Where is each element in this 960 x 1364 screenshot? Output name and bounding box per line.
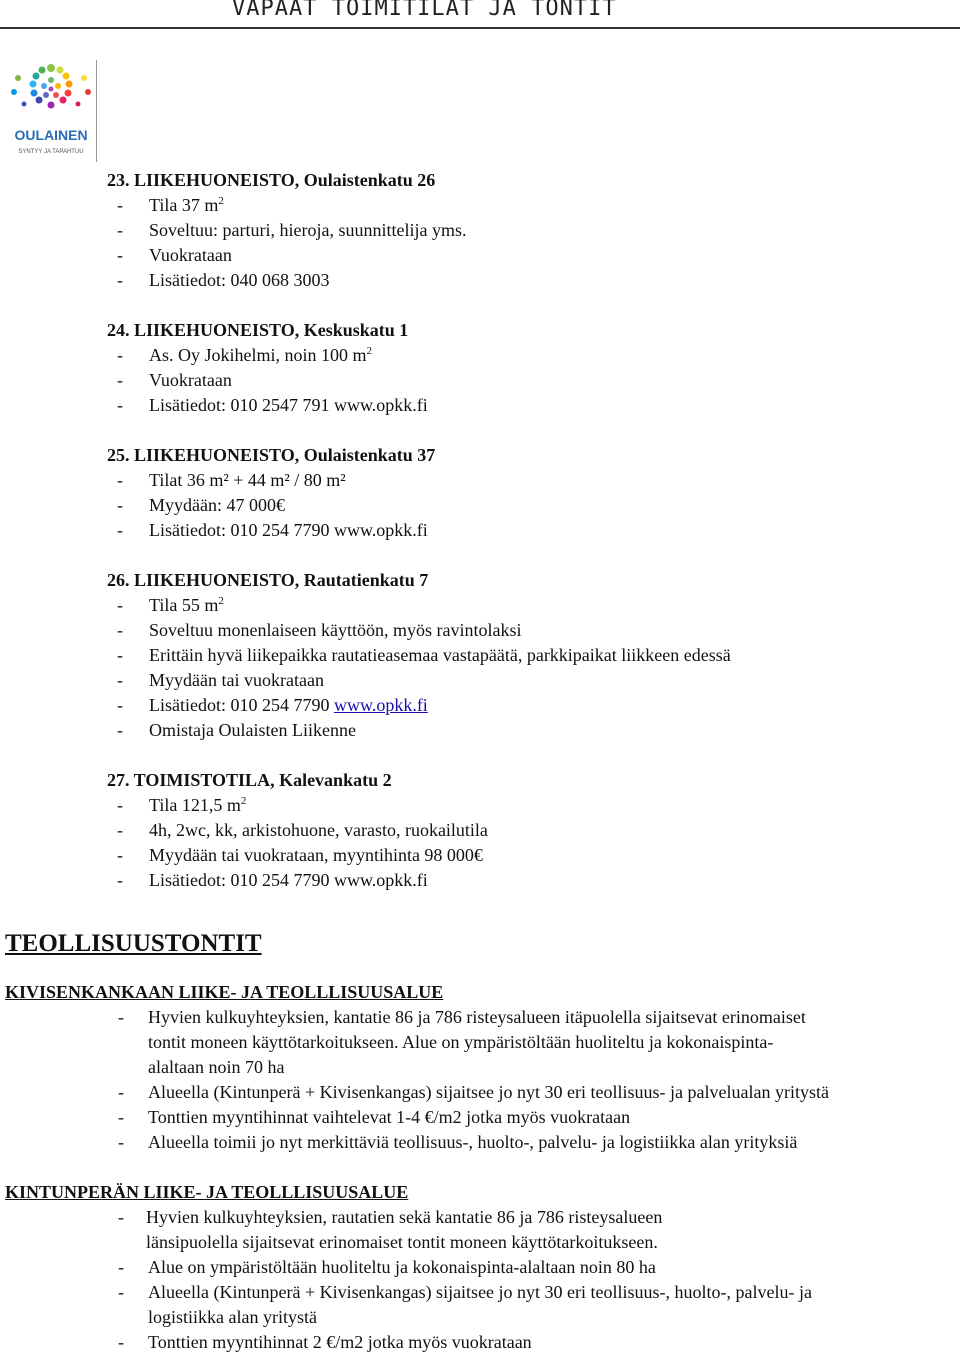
listing-title: 24. LIIKEHUONEISTO, Keskuskatu 1: [107, 320, 409, 340]
document-body: [0, 168, 960, 1355]
listing-title: 23. LIIKEHUONEISTO, Oulaistenkatu 26: [107, 170, 436, 190]
listing-27: [107, 768, 960, 893]
area-kivisenkangas: [5, 980, 960, 1155]
area-kintunpera: [5, 1180, 960, 1355]
list-item: - Lisätiedot: 010 254 7790 www.opkk.fi: [117, 695, 428, 715]
list-item: - Tilat 36 m² + 44 m² / 80 m²: [117, 470, 346, 490]
listing-title: 26. LIIKEHUONEISTO, Rautatienkatu 7: [107, 570, 429, 590]
list-item: - Alue on ympäristöltään huoliteltu ja kokonaispinta-alaltaan noin 80 ha: [118, 1257, 656, 1277]
list-item: - Erittäin hyvä liikepaikka rautatieasemaa vastapäätä, parkkipaikat liikkeen edessä: [117, 645, 731, 665]
list-item: - Myydään: 47 000€: [117, 495, 285, 515]
listing-23: [107, 168, 960, 293]
area-title: KINTUNPERÄN LIIKE- JA TEOLLLISUUSALUE: [5, 1182, 409, 1202]
logo-divider: [96, 60, 97, 162]
list-item: - Lisätiedot: 010 254 7790 www.opkk.fi: [117, 520, 428, 540]
list-item: - Myydään tai vuokrataan: [117, 670, 324, 690]
list-item: - Alueella (Kintunperä + Kivisenkangas) sijaitsee jo nyt 30 eri teollisuus- ja palvelualan yritystä: [118, 1082, 829, 1102]
listing-title: 27. TOIMISTOTILA, Kalevankatu 2: [107, 770, 392, 790]
list-item: - Alueella (Kintunperä + Kivisenkangas) sijaitsee jo nyt 30 eri teollisuus-, huolto-, palvelu- ja logistiikka alan yritystä: [118, 1282, 812, 1327]
list-item: - Myydään tai vuokrataan, myyntihinta 98 000€: [117, 845, 483, 865]
list-item: - Soveltuu: parturi, hieroja, suunnittelija yms.: [117, 220, 467, 240]
svg-text:SYNTYY JA TAPAHTUU: SYNTYY JA TAPAHTUU: [18, 149, 84, 155]
list-item: - Tonttien myyntihinnat 2 €/m2 jotka myös vuokrataan: [118, 1332, 532, 1352]
list-item: - Omistaja Oulaisten Liikenne: [117, 720, 356, 740]
section-title: TEOLLISUUSTONTIT: [5, 930, 262, 957]
list-item: - Tonttien myyntihinnat vaihtelevat 1-4 €/m2 jotka myös vuokrataan: [118, 1107, 631, 1127]
list-item: - Hyvien kulkuyhteyksien, rautatien sekä kantatie 86 ja 786 risteysalueen länsipuolella sijaitsevat erinomaiset tontit moneen käyttötarkoitukseen.: [118, 1207, 663, 1252]
list-item: - Hyvien kulkuyhteyksien, kantatie 86 ja 786 risteysalueen itäpuolella sijaitsevat erinomaiset tontit moneen käyttötarkoitukseen. Alue on ympäristöltään huoliteltu ja kokonaispinta- alaltaan noin 70 ha: [118, 1007, 806, 1077]
list-item: - Lisätiedot: 010 2547 791 www.opkk.fi: [117, 395, 428, 415]
list-item: - As. Oy Jokihelmi, noin 100 $m^2$: [117, 345, 373, 365]
listing-26: [107, 568, 960, 743]
opkk-link[interactable]: www.opkk.fi: [333, 695, 428, 715]
oulainen-logo: [6, 58, 96, 164]
list-item: - Tila 121,5 $m^2$: [117, 795, 247, 815]
list-item: - Lisätiedot: 040 068 3003: [117, 270, 330, 290]
listing-24: [107, 318, 960, 418]
area-title: KIVISENKANKAAN LIIKE- JA TEOLLLISUUSALUE: [5, 982, 444, 1002]
list-item: - Tila 37 $m^2$: [117, 195, 224, 215]
svg-text:OULAINEN: OULAINEN: [14, 127, 88, 143]
listing-title: 25. LIIKEHUONEISTO, Oulaistenkatu 37: [107, 445, 436, 465]
list-item: - Vuokrataan: [117, 245, 232, 265]
list-item: - Soveltuu monenlaiseen käyttöön, myös ravintolaksi: [117, 620, 522, 640]
listing-25: [107, 443, 960, 543]
list-item: - Tila 55 $m^2$: [117, 595, 224, 615]
list-item: - 4h, 2wc, kk, arkistohuone, varasto, ruokailutila: [117, 820, 488, 840]
header-divider: [0, 27, 960, 29]
list-item: - Lisätiedot: 010 254 7790 www.opkk.fi: [117, 870, 428, 890]
list-item: - Vuokrataan: [117, 370, 232, 390]
list-item: - Alueella toimii jo nyt merkittäviä teollisuus-, huolto-, palvelu- ja logistiikka alan yrityksiä: [118, 1132, 798, 1152]
page-title: VAPAAT TOIMITILAT JA TONTIT: [232, 0, 617, 21]
oulainen-logo-mark: [6, 58, 96, 164]
page-header: [0, 0, 960, 26]
